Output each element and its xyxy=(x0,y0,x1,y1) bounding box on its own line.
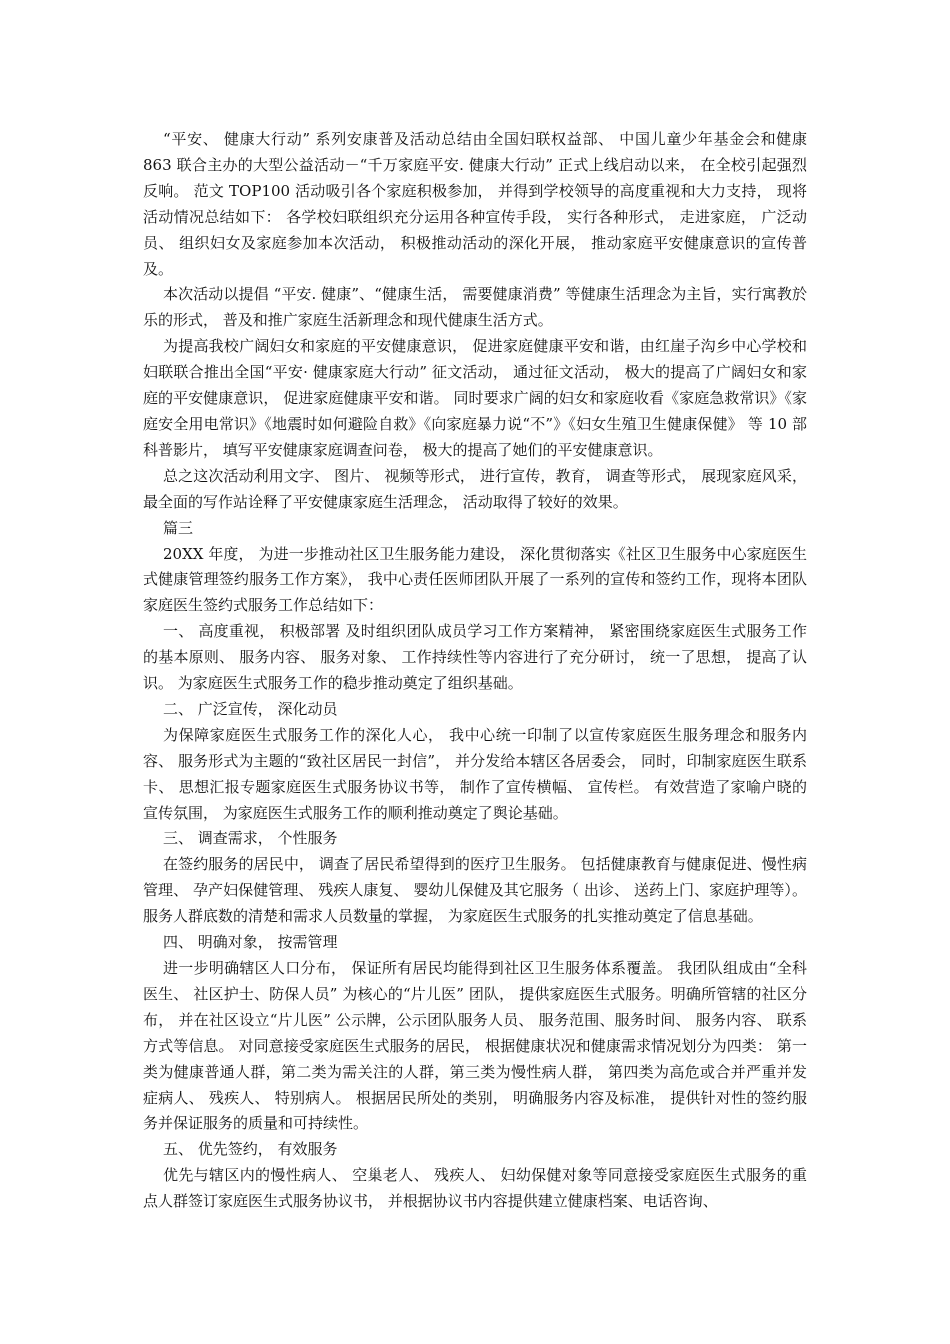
paragraph-item-five: 优先与辖区内的慢性病人、 空巢老人、 残疾人、 妇幼保健对象等同意接受家庭医生式服务的重点人群签订家庭医生式服务协议书， 并根据协议书内容提供建立健康档案、电话咨询、 xyxy=(143,1166,807,1211)
heading-item-two: 二、 广泛宣传， 深化动员 xyxy=(163,699,338,718)
paragraph-theme: 本次活动以提倡 “平安. 健康”、“健康生活， 需要健康消费” 等健康生活理念为主旨，实行寓教於乐的形式， 普及和推广家庭生活新理念和现代健康生活方式。 xyxy=(143,285,807,330)
paragraph-item-one: 一、 高度重视， 积极部署 及时组织团队成员学习工作方案精神， 紧密围绕家庭医生式服务工作的基本原则、 服务内容、 服务对象、 工作持续性等内容进行了充分研讨， 统一了思想， 提高了认识。 为家庭医生式服务工作的稳步推动奠定了组织基础。 xyxy=(143,622,807,693)
paragraph-item-three: 在签约服务的居民中， 调查了居民希望得到的医疗卫生服务。 包括健康教育与健康促进、慢性病管理、 孕产妇保健管理、 残疾人康复、 婴幼儿保健及其它服务（ 出诊、 送药上门、家庭护理等）。 服务人群底数的清楚和需求人员数量的掌握， 为家庭医生式服务的扎实推动奠定了信息基础。 xyxy=(143,855,807,926)
paragraph-item-four: 进一步明确辖区人口分布， 保证所有居民均能得到社区卫生服务体系覆盖。 我团队组成由“全科医生、 社区护士、防保人员” 为核心的“片儿医” 团队， 提供家庭医生式服务。明确所管辖的社区分布， 并在社区设立“片儿医” 公示牌，公示团队服务人员、 服务范围、服务时间、 服务内容、 联系方式等信息。 对同意接受家庭医生式服务的居民， 根据健康状况和健康需求情况划分为四类： 第一类为健康普通人群，第二类为需关注的人群，第三类为慢性病人群， 第四类为高危或合并严重并发症病人、 残疾人、 特别病人。 根据居民所处的类别， 明确服务内容及标准， 提供针对性的签约服务并保证服务的质量和可持续性。 xyxy=(143,959,807,1133)
paragraph-annual-intro: 20XX 年度， 为进一步推动社区卫生服务能力建设， 深化贯彻落实《社区卫生服务中心家庭医生式健康管理签约服务工作方案》， 我中心责任医师团队开展了一系列的宣传和签约工作，现将本团队家庭医生签约式服务工作总结如下： xyxy=(143,544,807,615)
paragraph-essay-activity: 为提高我校广阔妇女和家庭的平安健康意识， 促进家庭健康平安和谐，由红崖子沟乡中心学校和妇联联合推出全国“平安· 健康家庭大行动” 征文活动， 通过征文活动， 极大的提高了广阔妇女和家庭的平安健康意识， 促进家庭健康平安和谐。 同时要求广阔的妇女和家庭收看《家庭急救常识》《家庭安全用电常识》《地震时如何避险自救》《向家庭暴力说“不”》《妇女生殖卫生健康保健》 等 10 部科普影片， 填写平安健康家庭调查问卷， 极大的提高了她们的平安健康意识。 xyxy=(143,337,807,459)
paragraph-summary: 总之这次活动利用文字、 图片、 视频等形式， 进行宣传，教育， 调查等形式， 展现家庭风采， 最全面的写作站诠释了平安健康家庭生活理念， 活动取得了较好的效果。 xyxy=(143,466,807,511)
paragraph-intro: “平安、 健康大行动” 系列安康普及活动总结由全国妇联权益部、 中国儿童少年基金会和健康 863 联合主办的大型公益活动－“千万家庭平安. 健康大行动” 正式上线启动以来， 在全校引起强烈反响。 范文 TOP100 活动吸引各个家庭积极参加， 并得到学校领导的高度重视和大力支持， 现将活动情况总结如下： 各学校妇联组织充分运用各种宣传手段， 实行各种形式， 走进家庭， 广泛动员、 组织妇女及家庭参加本次活动， 积极推动活动的深化开展， 推动家庭平安健康意识的宣传普及。 xyxy=(143,130,807,278)
heading-item-four: 四、 明确对象， 按需管理 xyxy=(163,933,338,952)
document-body xyxy=(143,127,807,1215)
paragraph-item-two: 为保障家庭医生式服务工作的深化人心， 我中心统一印制了以宣传家庭医生服务理念和服务内容、 服务形式为主题的“致社区居民一封信”， 并分发给本辖区各居委会， 同时，印制家庭医生联系卡、 思想汇报专题家庭医生式服务协议书等， 制作了宣传横幅、 宣传栏。 有效营造了家喻户晓的宣传氛围， 为家庭医生式服务工作的顺利推动奠定了舆论基础。 xyxy=(143,725,807,822)
section-heading-part-three: 篇三 xyxy=(163,518,194,537)
heading-item-five: 五、 优先签约， 有效服务 xyxy=(163,1140,338,1159)
heading-item-three: 三、 调查需求， 个性服务 xyxy=(163,829,338,848)
